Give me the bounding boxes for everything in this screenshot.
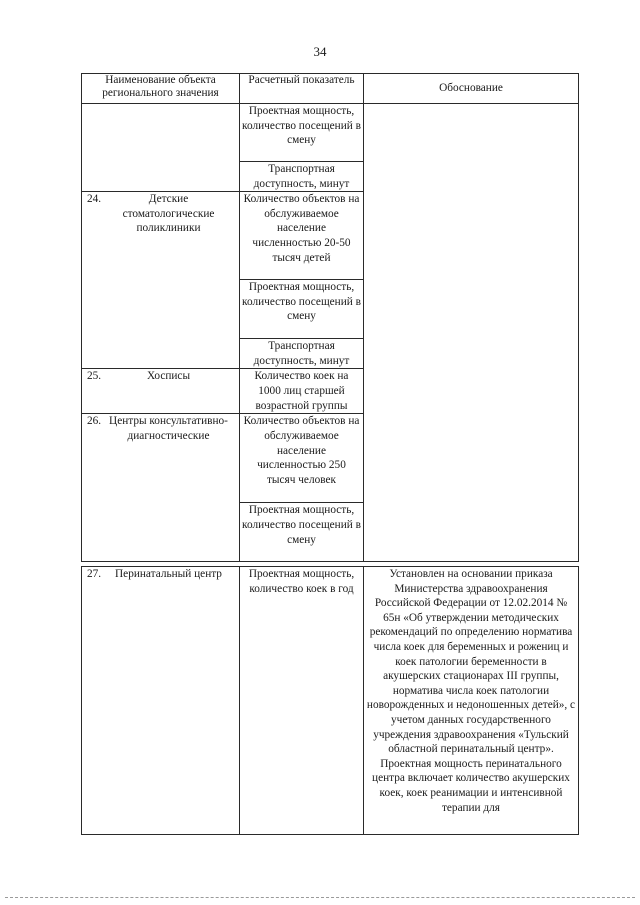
- row-number: 27.: [87, 568, 102, 580]
- indicator-cell: Количество коек на 1000 лиц старшей возрастной группы: [240, 369, 364, 414]
- table-row: [82, 567, 579, 835]
- justification-text: Установлен на основании приказа Министерства здравоохранения Российской Федерации от 12.02.2014 № 65н «Об утверждении методических рекомендаций по определению норматива числа коек для беременных и рожениц и коек патологии беременности в акушерских стационарах III группы, норматива числа коек патологии новорожденных и недоношенных детей», с учетом данных государственного учреждения здравоохранения «Тульский областной перинатальный центр». Проектная мощность перинатального центра включает количество акушерских коек, коек реанимации и интенсивной терапии для: [364, 567, 579, 835]
- indicator-cell: Количество объектов на обслуживаемое население численностью 250 тысяч человек: [240, 414, 364, 503]
- indicator-cell: Транспортная доступность, минут: [240, 162, 364, 192]
- justification-cell-empty: [364, 104, 579, 562]
- header-justification: Обоснование: [364, 74, 579, 104]
- table-row: [82, 104, 579, 162]
- object-name: Центры консультативно-диагностические: [109, 415, 228, 442]
- page-number: 34: [313, 44, 327, 59]
- indicator-cell: Проектная мощность, количество коек в год: [240, 567, 364, 835]
- continued-object-cell: [82, 104, 240, 192]
- object-cell: [82, 567, 240, 835]
- header-object: Наименование объекта регионального значения: [82, 74, 240, 104]
- row-number: 24.: [87, 193, 102, 206]
- object-name: Детские стоматологические поликлиники: [122, 193, 215, 235]
- object-name: Перинатальный центр: [115, 568, 222, 580]
- row-number: 25.: [87, 370, 102, 383]
- header-indicator: Расчетный показатель: [240, 74, 364, 104]
- object-name: Хосписы: [146, 370, 191, 383]
- indicator-cell: Проектная мощность, количество посещений в смену: [240, 280, 364, 339]
- row-number: 26.: [87, 415, 102, 428]
- indicator-cell: Проектная мощность, количество посещений в смену: [240, 503, 364, 562]
- object-cell: [82, 369, 240, 414]
- indicator-cell: Проектная мощность, количество посещений в смену: [240, 104, 364, 162]
- table-header-row: [82, 74, 579, 104]
- indicator-cell: Количество объектов на обслуживаемое население численностью 20-50 тысяч детей: [240, 192, 364, 280]
- object-cell: [82, 414, 240, 562]
- indicator-cell: Транспортная доступность, минут: [240, 339, 364, 369]
- norms-table: [81, 73, 579, 562]
- object-cell: [82, 192, 240, 369]
- norms-table-continued: [81, 566, 579, 835]
- scan-edge-line: [5, 897, 635, 899]
